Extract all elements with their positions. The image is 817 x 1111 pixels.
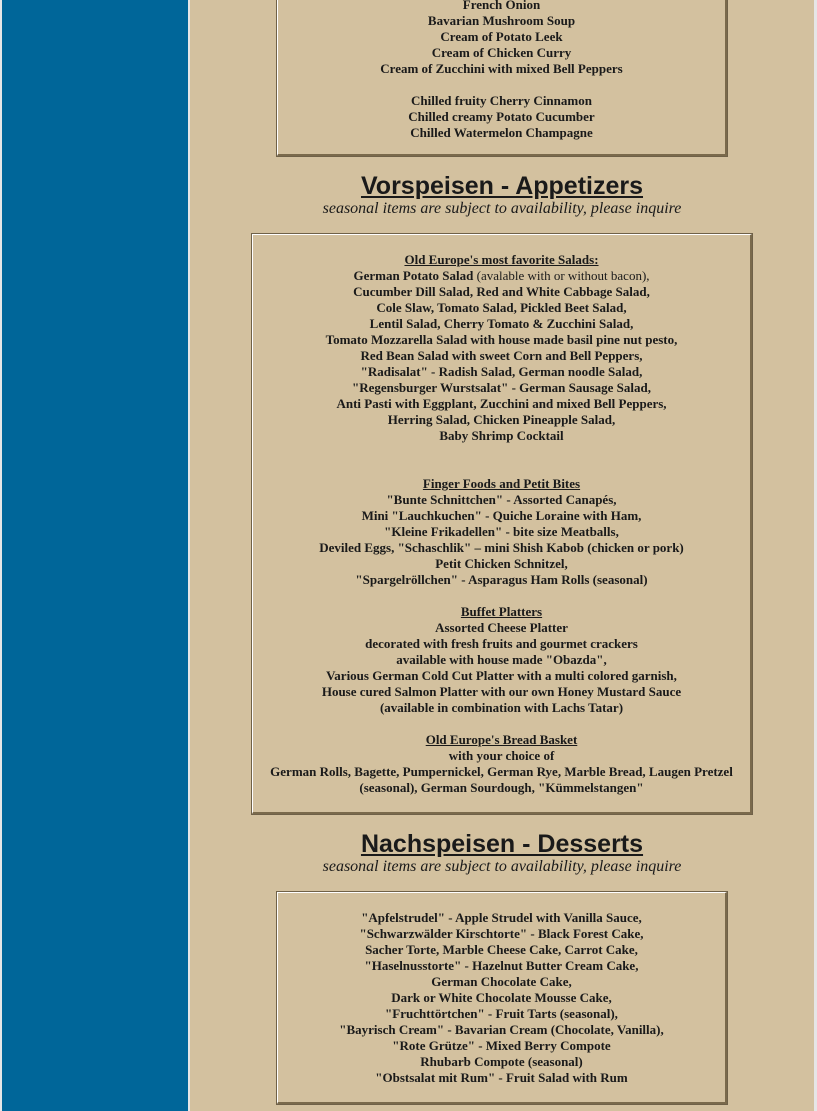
appetizers-box xyxy=(252,234,752,814)
salads-heading: Old Europe's most favorite Salads: xyxy=(404,252,599,267)
dessert-item: Sacher Torte, Marble Cheese Cake, Carrot Cake, xyxy=(365,942,638,957)
dessert-item: "Rote Grütze" - Mixed Berry Compote xyxy=(392,1038,611,1053)
soup-item: Bavarian Mushroom Soup xyxy=(427,13,576,28)
buffet-item: House cured Salmon Platter with our own Honey Mustard Sauce xyxy=(321,684,682,699)
buffet-item: available with house made "Obazda", xyxy=(396,652,607,667)
soup-item: Chilled creamy Potato Cucumber xyxy=(408,109,595,124)
salad-item: "Regensburger Wurstsalat" - German Sausage Salad, xyxy=(351,380,651,395)
appetizers-title: Vorspeisen - Appetizers xyxy=(360,172,644,200)
dessert-item: "Bayrisch Cream" - Bavarian Cream (Chocolate, Vanilla), xyxy=(339,1022,664,1037)
finger-food-item: Deviled Eggs, "Schaschlik" – mini Shish Kabob (chicken or pork) xyxy=(319,540,684,555)
main-content xyxy=(190,0,814,1111)
soup-item: Cream of Potato Leek xyxy=(440,29,563,44)
dessert-item: Rhubarb Compote (seasonal) xyxy=(420,1054,583,1069)
finger-food-item: "Spargelröllchen" - Asparagus Ham Rolls (seasonal) xyxy=(355,572,648,587)
finger-food-item: Petit Chicken Schnitzel, xyxy=(435,556,568,571)
bread-item: with your choice of xyxy=(448,748,555,763)
dessert-item: "Schwarzwälder Kirschtorte" - Black Forest Cake, xyxy=(359,926,644,941)
desserts-box xyxy=(277,892,727,1104)
soup-item: Cream of Zucchini with mixed Bell Peppers xyxy=(380,61,623,76)
soup-item: French Onion xyxy=(462,0,541,12)
left-sidebar xyxy=(2,0,188,1111)
salad-item: Lentil Salad, Cherry Tomato & Zucchini Salad, xyxy=(369,316,634,331)
finger-foods-heading: Finger Foods and Petit Bites xyxy=(422,476,581,491)
buffet-item: (available in combination with Lachs Tatar) xyxy=(379,700,624,715)
salad-item: Red Bean Salad with sweet Corn and Bell Peppers, xyxy=(360,348,643,363)
buffet-item: Various German Cold Cut Platter with a multi colored garnish, xyxy=(326,668,677,683)
salad-item: Cole Slaw, Tomato Salad, Pickled Beet Salad, xyxy=(376,300,627,315)
finger-food-item: "Bunte Schnittchen" - Assorted Canapés, xyxy=(386,492,617,507)
bread-item: German Rolls, Bagette, Pumpernickel, German Rye, Marble Bread, Laugen Pretzel xyxy=(270,764,733,779)
salad-item: Baby Shrimp Cocktail xyxy=(439,428,564,443)
buffet-platters-heading: Buffet Platters xyxy=(460,604,543,619)
soup-item: Chilled fruity Cherry Cinnamon xyxy=(411,93,592,108)
dessert-item: "Haselnusstorte" - Hazelnut Butter Cream Cake, xyxy=(364,958,639,973)
soup-item: Chilled Watermelon Champagne xyxy=(410,125,593,140)
dessert-item: "Apfelstrudel" - Apple Strudel with Vanilla Sauce, xyxy=(361,910,642,925)
dessert-item: "Fruchttörtchen" - Fruit Tarts (seasonal), xyxy=(385,1006,618,1021)
appetizers-subtitle: seasonal items are subject to availability, please inquire xyxy=(322,200,682,217)
bread-basket-heading: Old Europe's Bread Basket xyxy=(425,732,578,747)
dessert-item: Dark or White Chocolate Mousse Cake, xyxy=(391,990,612,1005)
salad-item: Tomato Mozzarella Salad with house made basil pine nut pesto, xyxy=(325,332,678,347)
salad-item: German Potato Salad (avalable with or without bacon), xyxy=(353,268,650,283)
finger-food-item: "Kleine Frikadellen" - bite size Meatballs, xyxy=(384,524,619,539)
soup-item: Cream of Chicken Curry xyxy=(431,45,572,60)
dessert-item: German Chocolate Cake, xyxy=(431,974,572,989)
salad-item: Anti Pasti with Eggplant, Zucchini and mixed Bell Peppers, xyxy=(336,396,667,411)
desserts-subtitle: seasonal items are subject to availability, please inquire xyxy=(322,858,682,875)
soups-box xyxy=(277,0,727,156)
desserts-title: Nachspeisen - Desserts xyxy=(360,830,644,858)
salad-item: "Radisalat" - Radish Salad, German noodle Salad, xyxy=(360,364,643,379)
finger-food-item: Mini "Lauchkuchen" - Quiche Loraine with Ham, xyxy=(361,508,642,523)
buffet-item: decorated with fresh fruits and gourmet crackers xyxy=(365,636,638,651)
dessert-item: "Obstsalat mit Rum" - Fruit Salad with Rum xyxy=(375,1070,628,1085)
buffet-item: Assorted Cheese Platter xyxy=(435,620,568,635)
salad-item: Cucumber Dill Salad, Red and White Cabbage Salad, xyxy=(353,284,650,299)
bread-item: (seasonal), German Sourdough, "Kümmelstangen" xyxy=(359,780,644,795)
salad-item: Herring Salad, Chicken Pineapple Salad, xyxy=(387,412,616,427)
